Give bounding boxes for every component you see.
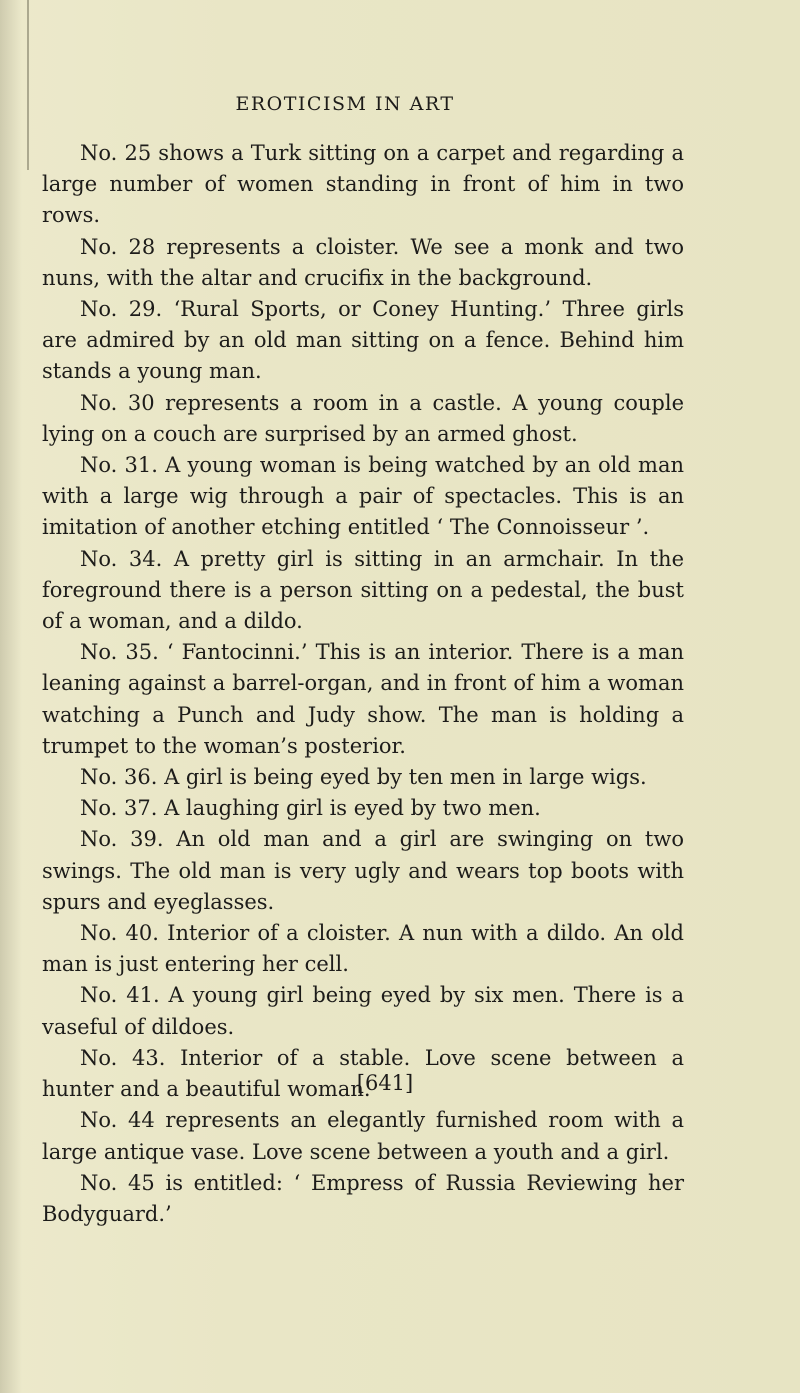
paragraph-no-29: No. 29. ‘Rural Sports, or Coney Hunting.’ Three girls are admired by an old man sitting on a fence. Behind him stands a young man.	[42, 297, 684, 384]
paragraph-no-35: No. 35. ‘ Fantocinni.’ This is an interior. There is a man leaning against a barrel-organ, and in front of him a woman watching a Punch and Judy show. The man is holding a trumpet to the woman’s posterior.	[42, 640, 684, 758]
paragraph-no-30: No. 30 represents a room in a castle. A young couple lying on a couch are surprised by an armed ghost.	[42, 390, 684, 446]
paragraph-no-34: No. 34. A pretty girl is sitting in an armchair. In the foreground there is a person sitting on a pedestal, the bust of a woman, and a dildo.	[42, 546, 684, 634]
paragraph-no-41: No. 41. A young girl being eyed by six men. There is a vaseful of dildoes.	[42, 983, 684, 1039]
running-head: EROTICISM IN ART	[235, 93, 455, 115]
paragraph-no-31: No. 31. A young woman is being watched by an old man with a large wig through a pair of spectacles. This is an imitation of another etching entitled ‘ The Connoisseur ’.	[42, 453, 684, 540]
gutter-line	[27, 0, 29, 170]
paragraph-no-44: No. 44 represents an elegantly furnished room with a large antique vase. Love scene between a youth and a girl.	[42, 1108, 684, 1164]
paragraph-no-45: No. 45 is entitled: ‘ Empress of Russia Reviewing her Bodyguard.’	[42, 1170, 684, 1226]
paragraph-no-28: No. 28 represents a cloister. We see a monk and two nuns, with the altar and crucifix in the background.	[42, 234, 684, 290]
body-text	[42, 138, 684, 1230]
gutter-shadow	[0, 0, 22, 1393]
paragraph-no-36: No. 36. A girl is being eyed by ten men in large wigs.	[80, 765, 647, 790]
paragraph-no-39: No. 39. An old man and a girl are swinging on two swings. The old man is very ugly and wears top boots with spurs and eyeglasses.	[42, 827, 684, 914]
paragraph-no-37: No. 37. A laughing girl is eyed by two men.	[80, 796, 541, 821]
page-number: [641]	[356, 1071, 414, 1095]
paragraph-no-40: No. 40. Interior of a cloister. A nun with a dildo. An old man is just entering her cell.	[42, 921, 684, 977]
paragraph-no-25: No. 25 shows a Turk sitting on a carpet and regarding a large number of women standing in front of him in two rows.	[42, 141, 684, 228]
paragraph-no-43: No. 43. Interior of a stable. Love scene between a hunter and a beautiful woman.	[42, 1045, 684, 1102]
